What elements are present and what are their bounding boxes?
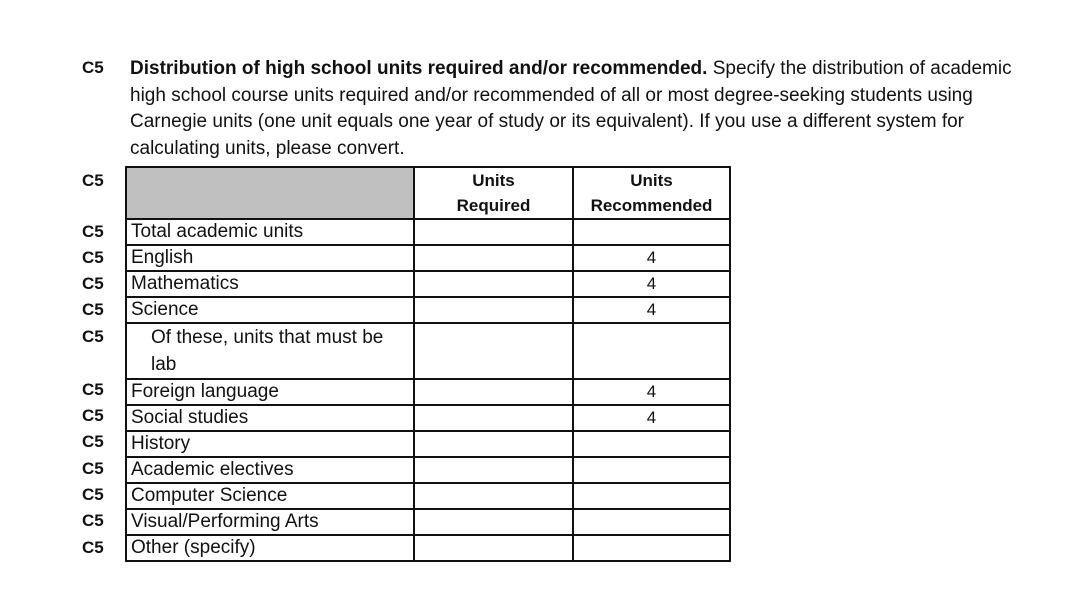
table-row <box>126 245 730 271</box>
row-label: English <box>126 245 414 271</box>
units-required-cell <box>414 245 573 271</box>
row-label: History <box>126 431 414 457</box>
table-row <box>126 219 730 245</box>
units-required-cell <box>414 483 573 509</box>
table-row <box>126 271 730 297</box>
table-row <box>126 535 730 561</box>
table-row <box>126 379 730 405</box>
table-row <box>126 483 730 509</box>
row-code: C5 <box>82 432 104 451</box>
units-required-cell <box>414 219 573 245</box>
row-label: Total academic units <box>126 219 414 245</box>
units-recommended-cell <box>573 509 730 535</box>
table-row <box>126 405 730 431</box>
header-units-recommended: Units Recommended <box>573 167 730 219</box>
row-label: Computer Science <box>126 483 414 509</box>
units-required-cell <box>414 431 573 457</box>
units-recommended-cell <box>573 483 730 509</box>
row-label: Academic electives <box>126 457 414 483</box>
row-code: C5 <box>82 248 104 267</box>
units-table <box>125 166 731 562</box>
row-label: Social studies <box>126 405 414 431</box>
section-title: Distribution of high school units required and/or recommended. <box>130 58 708 79</box>
row-code: C5 <box>82 380 104 399</box>
row-code: C5 <box>82 538 104 557</box>
units-recommended-cell: 4 <box>573 405 730 431</box>
row-code: C5 <box>82 171 104 190</box>
units-recommended-cell: 4 <box>573 271 730 297</box>
units-required-cell <box>414 509 573 535</box>
row-label: Visual/Performing Arts <box>126 509 414 535</box>
units-required-cell <box>414 457 573 483</box>
units-recommended-cell <box>573 535 730 561</box>
row-code: C5 <box>82 327 104 346</box>
row-code: C5 <box>82 485 104 504</box>
row-label: Foreign language <box>126 379 414 405</box>
table-row <box>126 457 730 483</box>
row-code: C5 <box>82 222 104 241</box>
table-row <box>126 297 730 323</box>
units-required-cell <box>414 379 573 405</box>
units-recommended-cell <box>573 457 730 483</box>
section-code: C5 <box>82 58 104 77</box>
row-label: Science <box>126 297 414 323</box>
header-units-required: Units Required <box>414 167 573 219</box>
header-blank-cell <box>126 167 414 219</box>
table-row <box>126 509 730 535</box>
row-label: Of these, units that must be lab <box>126 323 414 379</box>
units-required-cell <box>414 405 573 431</box>
units-required-cell <box>414 535 573 561</box>
row-code: C5 <box>82 459 104 478</box>
section-instructions: Specify the distribution of academic high school course units required and/or recommended of all or most degree-seeking students using Carnegie units (one unit equals one year of study or its equivalent). If you use a different system for calculating units, please convert. <box>130 58 1012 159</box>
row-label: Other (specify) <box>126 535 414 561</box>
row-code: C5 <box>82 274 104 293</box>
section-description <box>130 56 1050 162</box>
row-code: C5 <box>82 406 104 425</box>
units-recommended-cell <box>573 219 730 245</box>
units-recommended-cell: 4 <box>573 297 730 323</box>
table-header-row <box>126 167 730 219</box>
table-row <box>126 323 730 379</box>
units-recommended-cell: 4 <box>573 245 730 271</box>
table-row <box>126 431 730 457</box>
row-label: Mathematics <box>126 271 414 297</box>
row-code: C5 <box>82 511 104 530</box>
units-required-cell <box>414 323 573 379</box>
units-required-cell <box>414 297 573 323</box>
units-recommended-cell: 4 <box>573 379 730 405</box>
units-recommended-cell <box>573 323 730 379</box>
units-recommended-cell <box>573 431 730 457</box>
row-code: C5 <box>82 300 104 319</box>
units-required-cell <box>414 271 573 297</box>
